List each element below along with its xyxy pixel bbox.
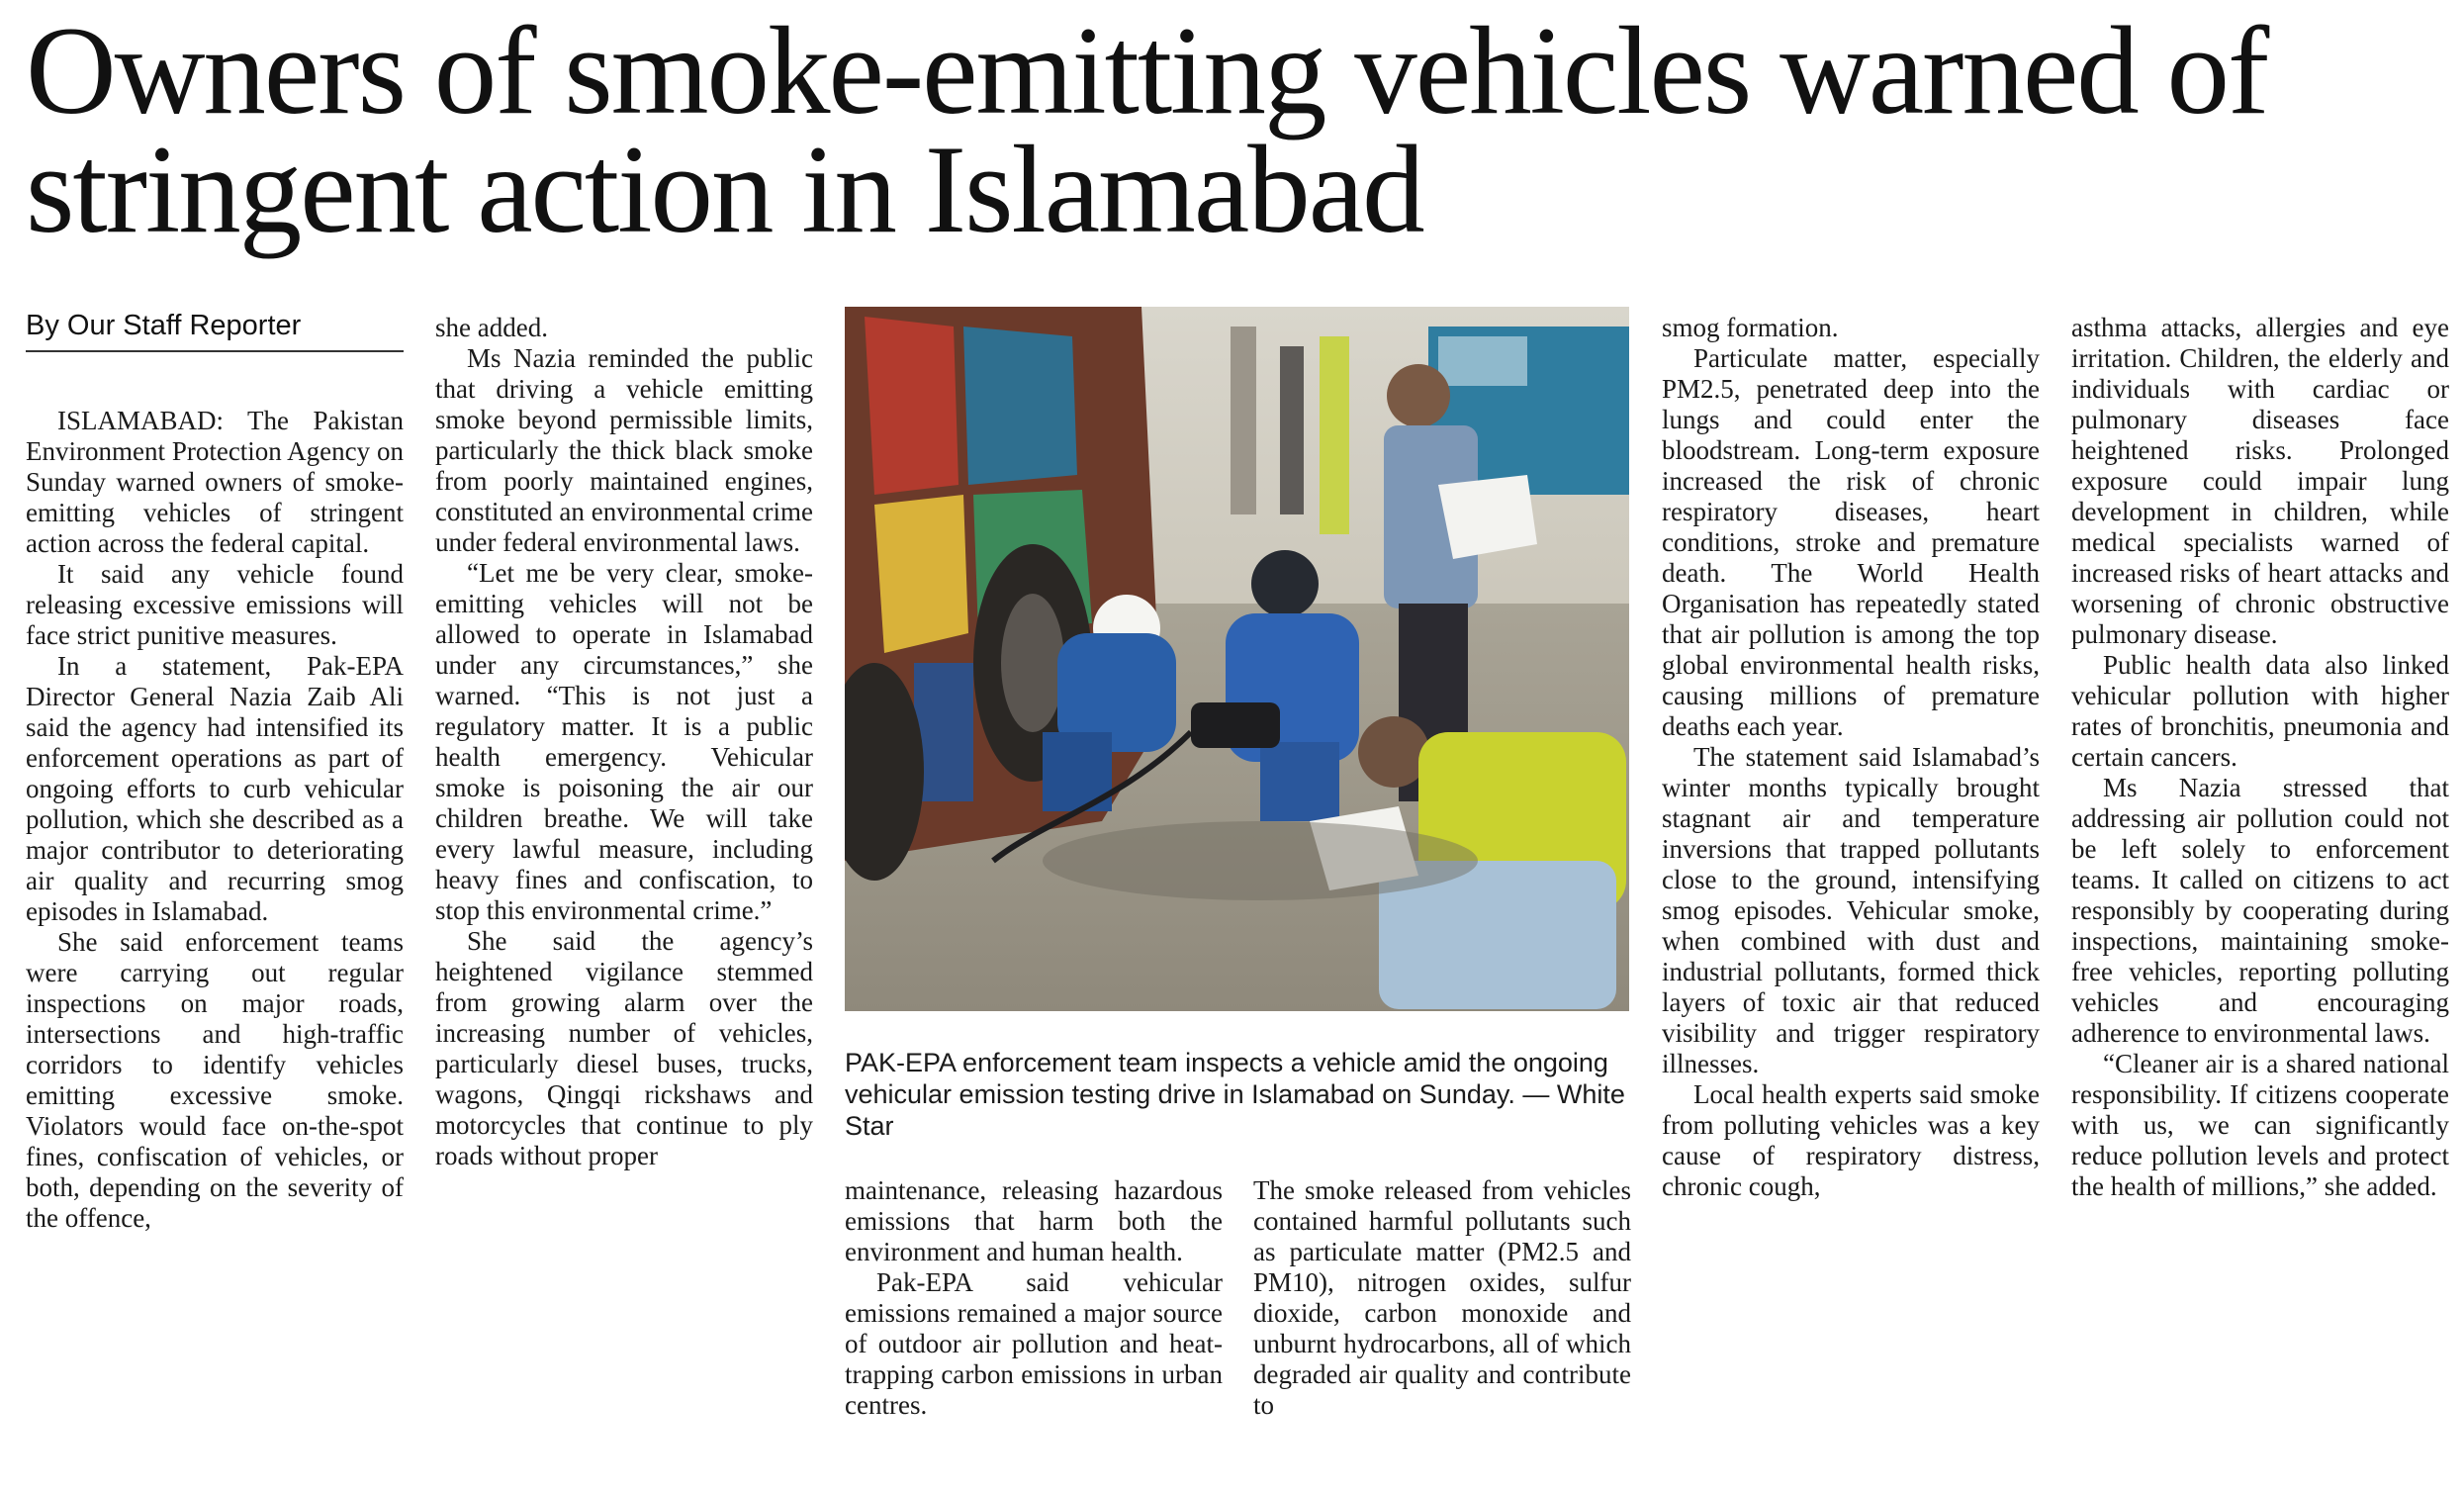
inspection-photo-illustration bbox=[845, 307, 1629, 1011]
article-column-2 bbox=[435, 313, 813, 1486]
paragraph: She said enforcement teams were carrying out regular inspections on major roads, intersections and high-traffic corridors to identify vehicles emitting excessive smoke. Violators would face on-the-spot fines, confiscation of vehicles, or both, depending on the severity of the offence, bbox=[26, 927, 404, 1233]
paragraph: Ms Nazia stressed that addressing air pollution could not be left solely to enforcement teams. It called on citizens to act responsibly by cooperating during inspections, maintaining smoke-free vehicles, reporting polluting vehicles and encouraging adherence to environmental laws. bbox=[2071, 773, 2449, 1048]
paragraph: The statement said Islamabad’s winter months typically brought stagnant air and temperature inversions that trapped pollutants close to the ground, intensifying smog episodes. Vehicular smoke, when combined with dust and industrial pollutants, formed thick layers of toxic air that reduced visibility and trigger respiratory illnesses. bbox=[1662, 742, 2040, 1078]
article-column-1 bbox=[26, 406, 404, 1486]
paragraph: Local health experts said smoke from polluting vehicles was a key cause of respiratory distress, chronic cough, bbox=[1662, 1079, 2040, 1201]
article-column-6 bbox=[2071, 313, 2449, 1486]
headline: Owners of smoke-emitting vehicles warned of stringent action in Islamabad bbox=[26, 2, 2268, 259]
paragraph: “Cleaner air is a shared national responsibility. If citizens cooperate with us, we can significantly reduce pollution levels and protect the health of millions,” she added. bbox=[2071, 1049, 2449, 1201]
paragraph-continued: asthma attacks, allergies and eye irritation. Children, the elderly and individuals with cardiac or pulmonary diseases face heightened risks. Prolonged exposure could impair lung development in children, while medical specialists warned of increased risks of heart attacks and worsening of chronic obstructive pulmonary disease. bbox=[2071, 313, 2449, 649]
paragraph: ISLAMABAD: The Pakistan Environment Protection Agency on Sunday warned owners of smoke-emitting vehicles of stringent action across the federal capital. bbox=[26, 406, 404, 558]
article-column-5 bbox=[1662, 313, 2040, 1486]
article-column-3 bbox=[845, 1175, 1223, 1486]
paragraph-continued: maintenance, releasing hazardous emissions that harm both the environment and human health. bbox=[845, 1175, 1223, 1266]
byline: By Our Staff Reporter bbox=[26, 309, 404, 352]
news-photo bbox=[845, 307, 1629, 1011]
article-column-4 bbox=[1253, 1175, 1631, 1486]
paragraph: “Let me be very clear, smoke-emitting vehicles will not be allowed to operate in Islamabad under any circumstances,” she warned. “This is not just a regulatory matter. It is a public health emergency. Vehicular smoke is poisoning the air our children breathe. We will take every lawful measure, including heavy fines and confiscation, to stop this environmental crime.” bbox=[435, 558, 813, 925]
paragraph-continued: she added. bbox=[435, 313, 548, 342]
photo-caption: PAK-EPA enforcement team inspects a vehicle amid the ongoing vehicular emission testing drive in Islamabad on Sunday. — White Star bbox=[845, 1048, 1625, 1141]
paragraph: It said any vehicle found releasing excessive emissions will face strict punitive measures. bbox=[26, 559, 404, 650]
paragraph: She said the agency’s heightened vigilance stemmed from growing alarm over the increasing number of vehicles, particularly diesel buses, trucks, wagons, Qingqi rickshaws and motorcycles that continue to ply roads without proper bbox=[435, 926, 813, 1170]
paragraph: The smoke released from vehicles contained harmful pollutants such as particulate matter (PM2.5 and PM10), nitrogen oxides, sulfur dioxide, carbon monoxide and unburnt hydrocarbons, all of which degraded air quality and contribute to bbox=[1253, 1175, 1631, 1420]
paragraph: Ms Nazia reminded the public that driving a vehicle emitting smoke beyond permissible limits, particularly the thick black smoke from poorly maintained engines, constituted an environmental crime under federal environmental laws. bbox=[435, 343, 813, 557]
paragraph-continued: smog formation. bbox=[1662, 313, 1839, 342]
paragraph: In a statement, Pak-EPA Director General Nazia Zaib Ali said the agency had intensified its enforcement operations as part of ongoing efforts to curb vehicular pollution, which she described as a major contributor to deteriorating air quality and recurring smog episodes in Islamabad. bbox=[26, 651, 404, 926]
paragraph: Pak-EPA said vehicular emissions remained a major source of outdoor air pollution and heat-trapping carbon emissions in urban centres. bbox=[845, 1267, 1223, 1420]
paragraph: Public health data also linked vehicular pollution with higher rates of bronchitis, pneumonia and certain cancers. bbox=[2071, 650, 2449, 772]
paragraph: Particulate matter, especially PM2.5, penetrated deep into the lungs and could enter the bloodstream. Long-term exposure increased the risk of chronic respiratory diseases, heart conditions, stroke and premature death. The World Health Organisation has repeatedly stated that air pollution is among the top global environmental health risks, causing millions of premature deaths each year. bbox=[1662, 343, 2040, 741]
